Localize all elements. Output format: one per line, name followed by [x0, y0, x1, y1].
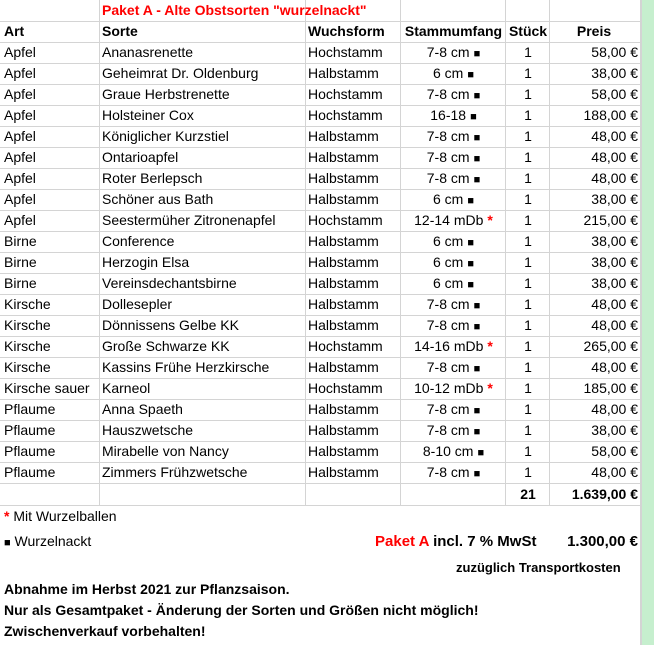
cell-art: Kirsche — [4, 317, 51, 333]
cell-wuchsform: Halbstamm — [308, 464, 379, 480]
sheet-edge-bar — [641, 0, 654, 645]
table-row — [0, 315, 641, 337]
cell-sorte: Graue Herbstrenette — [102, 86, 230, 102]
cell-wuchsform: Halbstamm — [308, 233, 379, 249]
total-stueck: 21 — [520, 486, 536, 502]
legend-square — [4, 531, 91, 552]
header-row — [0, 21, 641, 43]
square-icon: ■ — [473, 48, 481, 60]
cell-stueck: 1 — [524, 149, 532, 165]
cell-art: Apfel — [4, 212, 36, 228]
star-icon: * — [487, 380, 493, 396]
cell-art: Apfel — [4, 128, 36, 144]
cell-sorte: Mirabelle von Nancy — [102, 443, 229, 459]
package-label-red: Paket A — [375, 533, 429, 550]
cell-wuchsform: Hochstamm — [308, 44, 383, 60]
cell-art: Kirsche — [4, 338, 51, 354]
cell-preis: 38,00 € — [591, 254, 638, 270]
cell-preis: 48,00 € — [591, 359, 638, 375]
square-icon: ■ — [467, 279, 474, 291]
cell-stammumfang — [402, 441, 505, 462]
cell-art: Kirsche — [4, 296, 51, 312]
cell-art: Apfel — [4, 107, 36, 123]
cell-preis: 188,00 € — [583, 107, 638, 123]
cell-stammumfang — [402, 357, 505, 378]
cell-preis: 48,00 € — [591, 401, 638, 417]
stammumfang-value: 7-8 cm — [426, 170, 470, 186]
cell-stueck: 1 — [524, 44, 532, 60]
cell-stammumfang — [402, 210, 505, 231]
cell-sorte: Holsteiner Cox — [102, 107, 194, 123]
square-icon: ■ — [473, 405, 481, 417]
square-icon: ■ — [473, 174, 481, 186]
cell-stammumfang — [402, 147, 505, 168]
header-sorte: Sorte — [102, 23, 138, 39]
cell-sorte: Kassins Frühe Herzkirsche — [102, 359, 270, 375]
star-icon: * — [487, 212, 493, 228]
table-row — [0, 105, 641, 127]
sheet-title: Paket A - Alte Obstsorten "wurzelnackt" — [102, 2, 367, 18]
cell-wuchsform: Hochstamm — [308, 338, 383, 354]
cell-stueck: 1 — [524, 443, 532, 459]
cell-stammumfang — [402, 462, 505, 483]
cell-stueck: 1 — [524, 380, 532, 396]
stammumfang-value: 7-8 cm — [426, 317, 470, 333]
cell-art: Kirsche — [4, 359, 51, 375]
cell-preis: 38,00 € — [591, 65, 638, 81]
square-icon: ■ — [473, 468, 481, 480]
header-preis: Preis — [576, 23, 612, 39]
cell-stammumfang — [402, 420, 505, 441]
cell-stammumfang — [402, 336, 505, 357]
cell-preis: 48,00 € — [591, 170, 638, 186]
note-row-3 — [0, 621, 641, 642]
cell-art: Pflaume — [4, 443, 56, 459]
square-icon: ■ — [473, 90, 481, 102]
square-icon: ■ — [473, 300, 481, 312]
table-row — [0, 210, 641, 232]
stammumfang-value: 16-18 — [430, 107, 467, 123]
stammumfang-value: 6 cm — [433, 191, 464, 207]
cell-sorte: Ananasrenette — [102, 44, 194, 60]
cell-stammumfang — [402, 273, 505, 294]
legend-star-text: Mit Wurzelballen — [13, 508, 117, 524]
cell-wuchsform: Halbstamm — [308, 65, 379, 81]
cell-wuchsform: Halbstamm — [308, 128, 379, 144]
table-row — [0, 294, 641, 316]
table-row — [0, 189, 641, 211]
cell-art: Pflaume — [4, 401, 56, 417]
header-art: Art — [4, 23, 25, 39]
cell-stammumfang — [402, 63, 505, 84]
stammumfang-value: 6 cm — [433, 65, 464, 81]
shipping-row — [0, 557, 641, 578]
cell-stueck: 1 — [524, 317, 532, 333]
cell-sorte: Vereinsdechantsbirne — [102, 275, 237, 291]
cell-sorte: Conference — [102, 233, 175, 249]
cell-stammumfang — [402, 189, 505, 210]
cell-stammumfang — [402, 126, 505, 147]
cell-art: Birne — [4, 254, 37, 270]
stammumfang-value: 7-8 cm — [426, 464, 470, 480]
cell-sorte: Zimmers Frühzwetsche — [102, 464, 248, 480]
cell-wuchsform: Hochstamm — [308, 380, 383, 396]
table-row — [0, 147, 641, 169]
cell-sorte: Große Schwarze KK — [102, 338, 230, 354]
cell-stueck: 1 — [524, 233, 532, 249]
stammumfang-value: 7-8 cm — [426, 296, 470, 312]
cell-preis: 215,00 € — [583, 212, 638, 228]
table-row — [0, 231, 641, 253]
cell-preis: 48,00 € — [591, 317, 638, 333]
legend-star — [4, 506, 117, 527]
stammumfang-value: 8-10 cm — [422, 443, 474, 459]
cell-wuchsform: Halbstamm — [308, 443, 379, 459]
note-row-1 — [0, 579, 641, 600]
shipping-note: zuzüglich Transportkosten — [456, 560, 621, 575]
cell-stueck: 1 — [524, 212, 532, 228]
cell-sorte: Herzogin Elsa — [102, 254, 190, 270]
cell-art: Apfel — [4, 191, 36, 207]
cell-art: Pflaume — [4, 464, 56, 480]
legend-row-star — [0, 505, 641, 526]
star-icon: * — [4, 508, 10, 524]
star-icon: * — [487, 338, 493, 354]
stammumfang-value: 6 cm — [433, 233, 464, 249]
stammumfang-value: 7-8 cm — [426, 401, 470, 417]
stammumfang-value: 7-8 cm — [426, 422, 470, 438]
cell-wuchsform: Halbstamm — [308, 422, 379, 438]
cell-stammumfang — [402, 42, 505, 63]
cell-stueck: 1 — [524, 107, 532, 123]
cell-stueck: 1 — [524, 128, 532, 144]
cell-stammumfang — [402, 378, 505, 399]
cell-stueck: 1 — [524, 422, 532, 438]
cell-preis: 48,00 € — [591, 296, 638, 312]
cell-sorte: Roter Berlepsch — [102, 170, 203, 186]
cell-wuchsform: Halbstamm — [308, 296, 379, 312]
cell-stammumfang — [402, 84, 505, 105]
cell-art: Apfel — [4, 170, 36, 186]
note-3: Zwischenverkauf vorbehalten! — [4, 623, 206, 639]
square-icon: ■ — [467, 258, 474, 270]
cell-art: Birne — [4, 275, 37, 291]
cell-stammumfang — [402, 399, 505, 420]
cell-preis: 48,00 € — [591, 149, 638, 165]
stammumfang-value: 14-16 mDb — [414, 338, 484, 354]
cell-wuchsform: Hochstamm — [308, 86, 383, 102]
table-row — [0, 42, 641, 64]
cell-sorte: Schöner aus Bath — [102, 191, 214, 207]
header-stammumfang: Stammumfang — [404, 23, 503, 39]
square-icon: ■ — [473, 132, 481, 144]
header-wuchsform: Wuchsform — [308, 23, 385, 39]
stammumfang-value: 7-8 cm — [426, 149, 470, 165]
title-row — [0, 0, 641, 22]
cell-art: Kirsche sauer — [4, 380, 90, 396]
square-icon: ■ — [4, 537, 11, 549]
stammumfang-value: 7-8 cm — [426, 128, 470, 144]
cell-sorte: Dollesepler — [102, 296, 173, 312]
cell-sorte: Seestermüher Zitronenapfel — [102, 212, 276, 228]
cell-stueck: 1 — [524, 191, 532, 207]
cell-stueck: 1 — [524, 359, 532, 375]
cell-wuchsform: Halbstamm — [308, 275, 379, 291]
square-icon: ■ — [470, 111, 477, 123]
square-icon: ■ — [473, 153, 481, 165]
cell-preis: 48,00 € — [591, 464, 638, 480]
cell-stammumfang — [402, 168, 505, 189]
cell-wuchsform: Halbstamm — [308, 359, 379, 375]
package-price: 1.300,00 € — [567, 533, 638, 550]
cell-preis: 48,00 € — [591, 128, 638, 144]
cell-preis: 185,00 € — [583, 380, 638, 396]
table-row — [0, 420, 641, 442]
stammumfang-value: 7-8 cm — [426, 44, 470, 60]
cell-preis: 38,00 € — [591, 233, 638, 249]
cell-wuchsform: Halbstamm — [308, 191, 379, 207]
totals-row — [0, 484, 641, 506]
table-row — [0, 63, 641, 85]
stammumfang-value: 6 cm — [433, 275, 464, 291]
cell-preis: 38,00 € — [591, 422, 638, 438]
stammumfang-value: 7-8 cm — [426, 359, 470, 375]
cell-stammumfang — [402, 105, 505, 126]
cell-stueck: 1 — [524, 86, 532, 102]
table-row — [0, 399, 641, 421]
cell-stueck: 1 — [524, 401, 532, 417]
cell-wuchsform: Halbstamm — [308, 401, 379, 417]
cell-stammumfang — [402, 294, 505, 315]
cell-stammumfang — [402, 252, 505, 273]
cell-sorte: Ontarioapfel — [102, 149, 179, 165]
square-icon: ■ — [473, 363, 481, 375]
table-row — [0, 273, 641, 295]
cell-sorte: Hauszwetsche — [102, 422, 194, 438]
cell-sorte: Königlicher Kurzstiel — [102, 128, 229, 144]
stammumfang-value: 7-8 cm — [426, 86, 470, 102]
table-row — [0, 84, 641, 106]
table-row — [0, 252, 641, 274]
cell-sorte: Anna Spaeth — [102, 401, 183, 417]
stammumfang-value: 12-14 mDb — [414, 212, 484, 228]
square-icon: ■ — [473, 426, 481, 438]
square-icon: ■ — [467, 69, 474, 81]
cell-art: Apfel — [4, 149, 36, 165]
cell-wuchsform: Hochstamm — [308, 107, 383, 123]
table-row — [0, 462, 641, 484]
cell-sorte: Karneol — [102, 380, 151, 396]
square-icon: ■ — [467, 237, 474, 249]
cell-preis: 58,00 € — [591, 443, 638, 459]
square-icon: ■ — [473, 321, 481, 333]
cell-stueck: 1 — [524, 65, 532, 81]
square-icon: ■ — [467, 195, 474, 207]
cell-stammumfang — [402, 231, 505, 252]
cell-art: Apfel — [4, 65, 36, 81]
square-icon: ■ — [477, 447, 485, 459]
cell-wuchsform: Halbstamm — [308, 317, 379, 333]
header-stueck: Stück — [508, 23, 548, 39]
cell-stueck: 1 — [524, 254, 532, 270]
cell-preis: 58,00 € — [591, 44, 638, 60]
cell-preis: 38,00 € — [591, 275, 638, 291]
cell-art: Apfel — [4, 86, 36, 102]
cell-wuchsform: Halbstamm — [308, 149, 379, 165]
legend-row-square — [0, 526, 641, 550]
cell-stueck: 1 — [524, 275, 532, 291]
cell-stueck: 1 — [524, 464, 532, 480]
cell-art: Birne — [4, 233, 37, 249]
cell-stueck: 1 — [524, 338, 532, 354]
note-row-2 — [0, 600, 641, 621]
cell-wuchsform: Halbstamm — [308, 170, 379, 186]
cell-wuchsform: Hochstamm — [308, 212, 383, 228]
package-label — [375, 531, 536, 552]
cell-preis: 265,00 € — [583, 338, 638, 354]
stammumfang-value: 10-12 mDb — [414, 380, 484, 396]
legend-square-text: Wurzelnackt — [14, 533, 92, 549]
cell-preis: 38,00 € — [591, 191, 638, 207]
package-label-rest: incl. 7 % MwSt — [433, 533, 537, 550]
table-row — [0, 168, 641, 190]
table-row — [0, 441, 641, 463]
cell-stammumfang — [402, 315, 505, 336]
cell-art: Apfel — [4, 44, 36, 60]
cell-sorte: Geheimrat Dr. Oldenburg — [102, 65, 259, 81]
stammumfang-value: 6 cm — [433, 254, 464, 270]
note-1: Abnahme im Herbst 2021 zur Pflanzsaison. — [4, 581, 290, 597]
table-row — [0, 336, 641, 358]
cell-sorte: Dönnissens Gelbe KK — [102, 317, 239, 333]
table-row — [0, 126, 641, 148]
table-row — [0, 357, 641, 379]
cell-wuchsform: Halbstamm — [308, 254, 379, 270]
cell-preis: 58,00 € — [591, 86, 638, 102]
cell-stueck: 1 — [524, 170, 532, 186]
note-2: Nur als Gesamtpaket - Änderung der Sorten und Größen nicht möglich! — [4, 602, 479, 618]
total-preis: 1.639,00 € — [571, 486, 638, 502]
cell-art: Pflaume — [4, 422, 56, 438]
cell-stueck: 1 — [524, 296, 532, 312]
table-row — [0, 378, 641, 400]
